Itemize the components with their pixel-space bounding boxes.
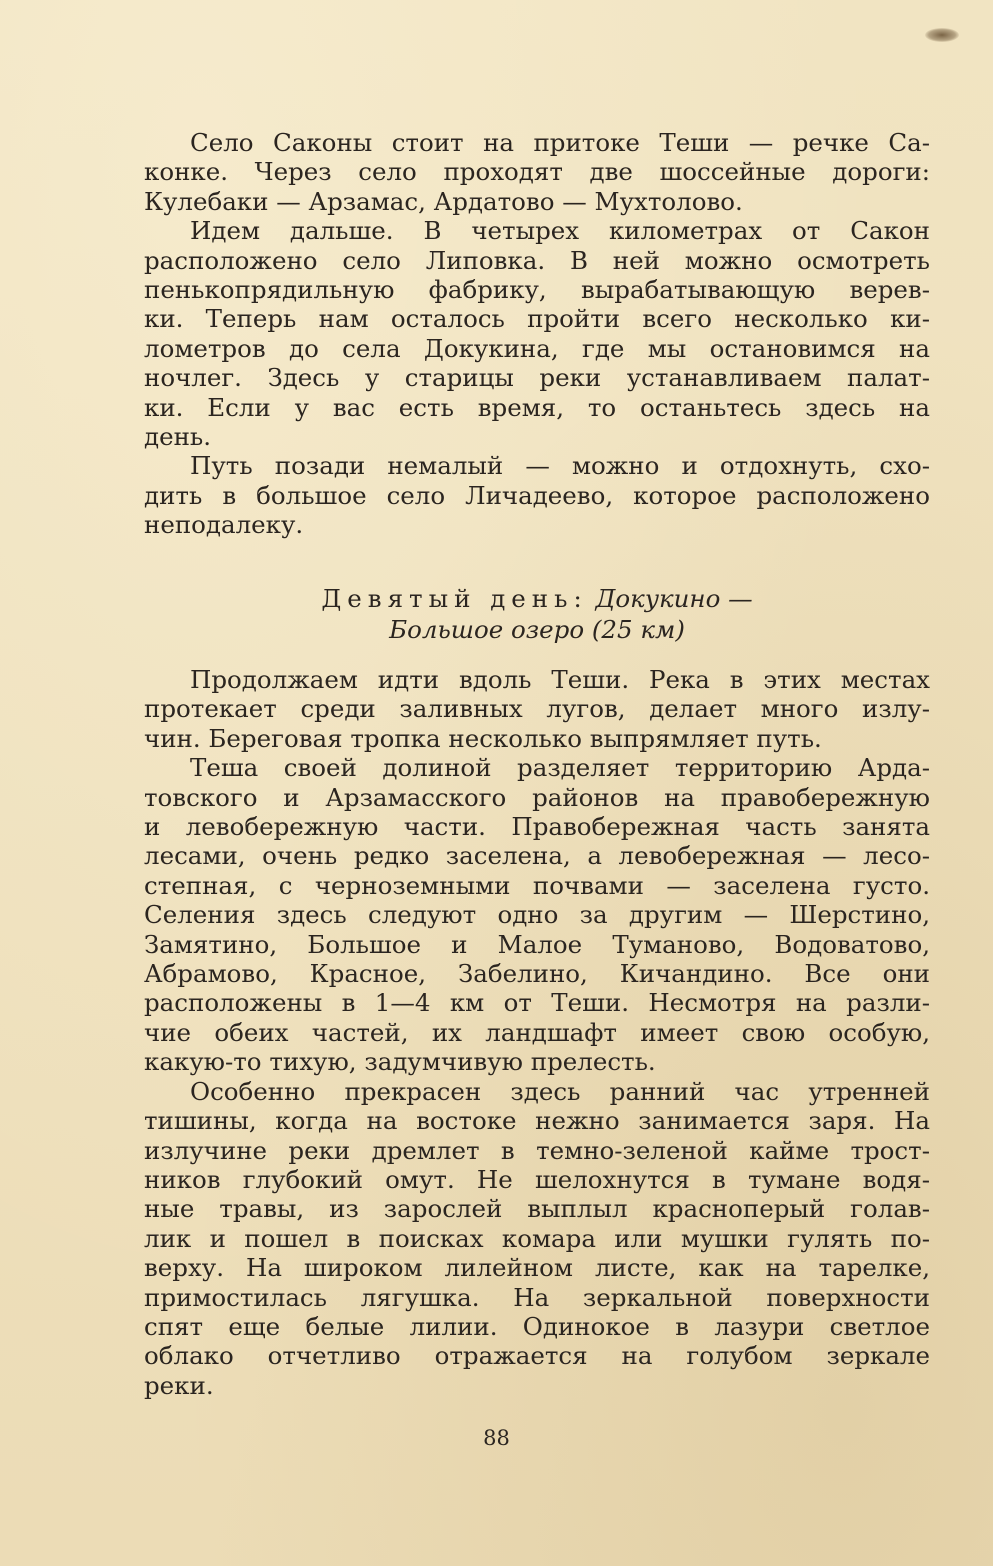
paper-stain <box>925 28 959 42</box>
text-line: излучине реки дремлет в темно-зеленой кайме трост- <box>144 1135 930 1165</box>
heading-route-end: Большое озеро (25 км) <box>389 615 685 644</box>
paragraph <box>144 451 930 539</box>
text-line: ников глубокий омут. Не шелохнутся в тумане водя- <box>144 1164 930 1194</box>
text-line: ные травы, из зарослей выплыл красноперый голав- <box>144 1194 930 1224</box>
text-line: примостилась лягушка. На зеркальной поверхности <box>144 1282 930 1312</box>
text-line: Кулебаки — Арзамас, Ардатово — Мухтолово. <box>144 186 743 216</box>
text-line: чие обеих частей, их ландшафт имеет свою особую, <box>144 1017 930 1047</box>
text-line: лесами, очень редко заселена, а левобережная — лесо- <box>144 841 930 871</box>
text-line: Замятино, Большое и Малое Туманово, Водоватово, <box>144 929 930 959</box>
text-line: и левобережную части. Правобережная часть занята <box>144 812 930 842</box>
text-line: расположено село Липовка. В ней можно осмотреть <box>144 245 930 275</box>
paragraph <box>144 1077 930 1400</box>
text-line: пенькопрядильную фабрику, вырабатывающую верев- <box>144 275 930 305</box>
text-line: Абрамово, Красное, Забелино, Кичандино. Все они <box>144 959 930 989</box>
text-line: лометров до села Докукина, где мы остановимся на <box>144 333 930 363</box>
text-line: протекает среди заливных лугов, делает много излу- <box>144 694 930 724</box>
paragraph <box>144 753 930 1076</box>
text-block-bottom <box>144 665 930 1400</box>
text-line: Продолжаем идти вдоль Теши. Река в этих местах <box>190 665 930 694</box>
page-number: 88 <box>483 1426 510 1450</box>
text-line: ки. Если у вас есть время, то останьтесь здесь на <box>144 392 930 422</box>
text-line: Село Саконы стоит на притоке Теши — речке Са- <box>190 128 930 157</box>
text-line: ки. Теперь нам осталось пройти всего несколько ки- <box>144 304 930 334</box>
text-line: облако отчетливо отражается на голубом зеркале <box>144 1341 930 1371</box>
text-line: расположены в 1—4 км от Теши. Несмотря на разли- <box>144 988 930 1018</box>
heading-day: Девятый день: <box>321 584 588 613</box>
paragraph <box>144 128 930 216</box>
text-line: чин. Береговая тропка несколько выпрямляет путь. <box>144 723 822 753</box>
section-heading <box>144 583 930 645</box>
text-block-top <box>144 128 930 540</box>
text-line: конке. Через село проходят две шоссейные дороги: <box>144 157 930 187</box>
text-line: Путь позади немалый — можно и отдохнуть, схо- <box>190 451 930 481</box>
text-line: спят еще белые лилии. Одинокое в лазури светлое <box>144 1311 930 1341</box>
text-line: ночлег. Здесь у старицы реки устанавливаем палат- <box>144 363 930 393</box>
paragraph <box>144 216 930 451</box>
text-line: степная, с черноземными почвами — заселена густо. <box>144 870 930 900</box>
text-line: какую-то тихую, задумчивую прелесть. <box>144 1047 656 1077</box>
heading-route-start: Докукино — <box>595 584 753 613</box>
text-line: лик и пошел в поисках комара или мушки гулять по- <box>144 1223 930 1253</box>
paragraph <box>144 665 930 753</box>
text-line: Селения здесь следуют одно за другим — Шерстино, <box>144 900 930 930</box>
text-line: неподалеку. <box>144 510 304 540</box>
text-line: товского и Арзамасского районов на правобережную <box>144 782 930 812</box>
text-line: тишины, когда на востоке нежно занимается заря. На <box>144 1106 930 1136</box>
text-line: дить в большое село Личадеево, которое расположено <box>144 480 930 510</box>
text-line: Идем дальше. В четырех километрах от Сакон <box>190 216 930 246</box>
text-line: Теша своей долиной разделяет территорию Арда- <box>190 753 930 783</box>
text-line: Особенно прекрасен здесь ранний час утренней <box>190 1076 930 1106</box>
text-line: реки. <box>144 1370 214 1400</box>
text-line: день. <box>144 422 212 452</box>
text-line: верху. На широком лилейном листе, как на тарелке, <box>144 1253 930 1283</box>
